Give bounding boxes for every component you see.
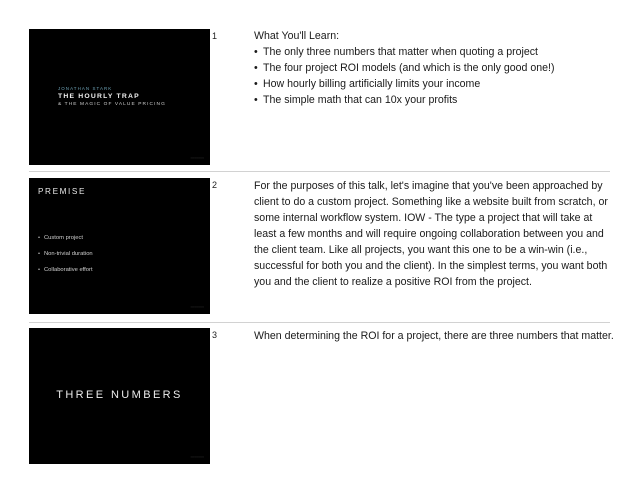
slide-title: PREMISE (38, 187, 87, 196)
slide-bullet: • Collaborative effort (38, 267, 93, 273)
notes-bullet: • The four project ROI models (and which is the only good one!) (254, 60, 614, 76)
slide-bullet: • Non-trivial duration (38, 251, 93, 257)
notes-bullet: • The simple math that can 10x your profits (254, 92, 614, 108)
notes-bullet: • How hourly billing artificially limits your income (254, 76, 614, 92)
slide-footer-mark: ━━━━━━━ (190, 305, 204, 309)
speaker-notes-2: For the purposes of this talk, let's imagine that you've been approached by client to do a custom project. Something like a website built from scratch, or some internal workflow system. IOW - The type a project that will take at least a few months and will require ongoing collaboration between you and the client team. Like all projects, you want this one to be a win-win (i.e., successful for both you and the client). In the simplest terms, you want both you and the client to realize a positive ROI from the project. (254, 180, 608, 288)
speaker-notes-3: When determining the ROI for a project, there are three numbers that matter. (254, 330, 614, 342)
slide-thumbnail-2[interactable] (29, 178, 210, 314)
notes-heading: What You'll Learn: (254, 30, 340, 42)
slide-title: THREE NUMBERS (56, 389, 183, 401)
divider (29, 171, 610, 172)
slide-footer-mark: ━━━━━━━ (190, 455, 204, 459)
slide-number: 2 (212, 180, 218, 190)
notes-bullet-list (254, 44, 614, 108)
slide-number: 3 (212, 330, 218, 340)
slide-subtitle: & THE MAGIC OF VALUE PRICING (58, 102, 166, 107)
speaker-notes-1 (254, 28, 614, 108)
slide-bullet: • Custom project (38, 235, 93, 241)
slide-thumbnail-1[interactable] (29, 29, 210, 165)
slide-title: THE HOURLY TRAP (58, 93, 140, 100)
slide-bullet-list (38, 235, 93, 283)
notes-bullet: • The only three numbers that matter when quoting a project (254, 44, 614, 60)
slide-author: JONATHAN STARK (58, 86, 113, 91)
slide-number: 1 (212, 31, 218, 41)
slide-footer-mark: ━━━━━━━ (190, 156, 204, 160)
slide-thumbnail-3[interactable] (29, 328, 210, 464)
divider (29, 322, 610, 323)
